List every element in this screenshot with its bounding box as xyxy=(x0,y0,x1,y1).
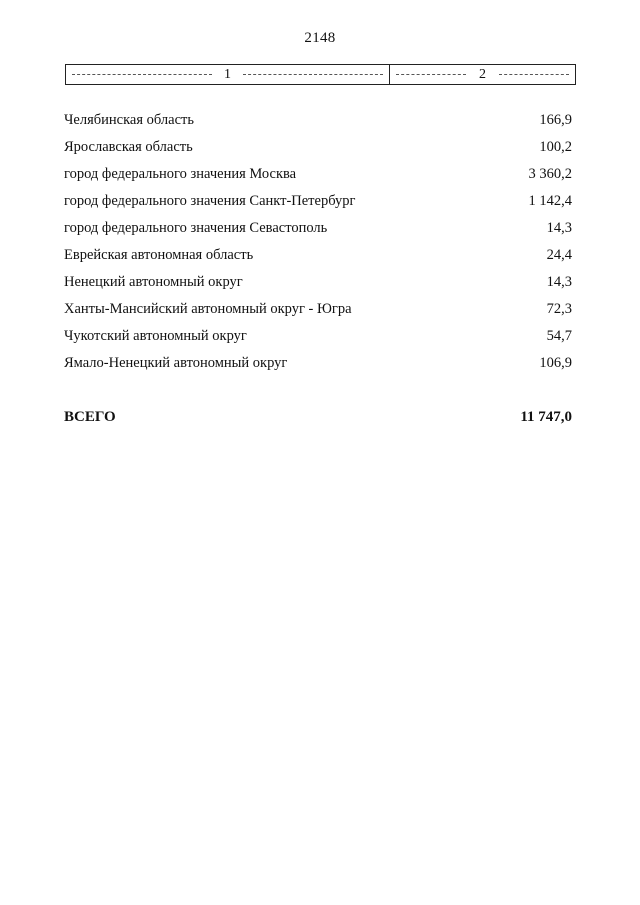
region-value: 14,3 xyxy=(546,220,572,236)
region-value: 106,9 xyxy=(539,355,572,371)
header-dash-line xyxy=(72,74,212,75)
region-name: Ярославская область xyxy=(64,139,193,155)
region-name: Чукотский автономный округ xyxy=(64,328,247,344)
total-row xyxy=(64,404,572,431)
table-row xyxy=(64,107,572,134)
table-row xyxy=(64,134,572,161)
region-value: 14,3 xyxy=(546,274,572,290)
total-label: ВСЕГО xyxy=(64,409,116,425)
total-value: 11 747,0 xyxy=(520,409,572,425)
region-value: 24,4 xyxy=(546,247,572,263)
table-body xyxy=(64,107,572,377)
table-row xyxy=(64,188,572,215)
column-header-2 xyxy=(390,65,575,84)
header-dash-line xyxy=(243,74,383,75)
column-header-1 xyxy=(66,65,390,84)
table-row xyxy=(64,269,572,296)
region-name: город федерального значения Москва xyxy=(64,166,297,182)
table-row xyxy=(64,161,572,188)
region-name: Еврейская автономная область xyxy=(64,247,254,263)
region-name: город федерального значения Севастополь xyxy=(64,220,328,236)
region-value: 166,9 xyxy=(539,112,572,128)
region-value: 72,3 xyxy=(546,301,572,317)
region-value: 100,2 xyxy=(539,139,572,155)
column-header-row xyxy=(65,64,576,85)
table-row xyxy=(64,242,572,269)
table-row xyxy=(64,350,572,377)
region-name: Ханты-Мансийский автономный округ - Югра xyxy=(64,301,352,317)
region-value: 54,7 xyxy=(546,328,572,344)
column-header-1-label: 1 xyxy=(220,67,235,83)
region-value: 1 142,4 xyxy=(528,193,572,209)
region-name: Ненецкий автономный округ xyxy=(64,274,243,290)
table-row xyxy=(64,323,572,350)
table-row xyxy=(64,215,572,242)
region-value: 3 360,2 xyxy=(528,166,572,182)
column-header-2-label: 2 xyxy=(475,67,490,83)
region-name: город федерального значения Санкт-Петербург xyxy=(64,193,356,209)
region-name: Ямало-Ненецкий автономный округ xyxy=(64,355,288,371)
region-name: Челябинская область xyxy=(64,112,194,128)
page-number: 2148 xyxy=(304,30,336,46)
header-dash-line xyxy=(396,74,466,75)
header-dash-line xyxy=(499,74,569,75)
table-row xyxy=(64,296,572,323)
